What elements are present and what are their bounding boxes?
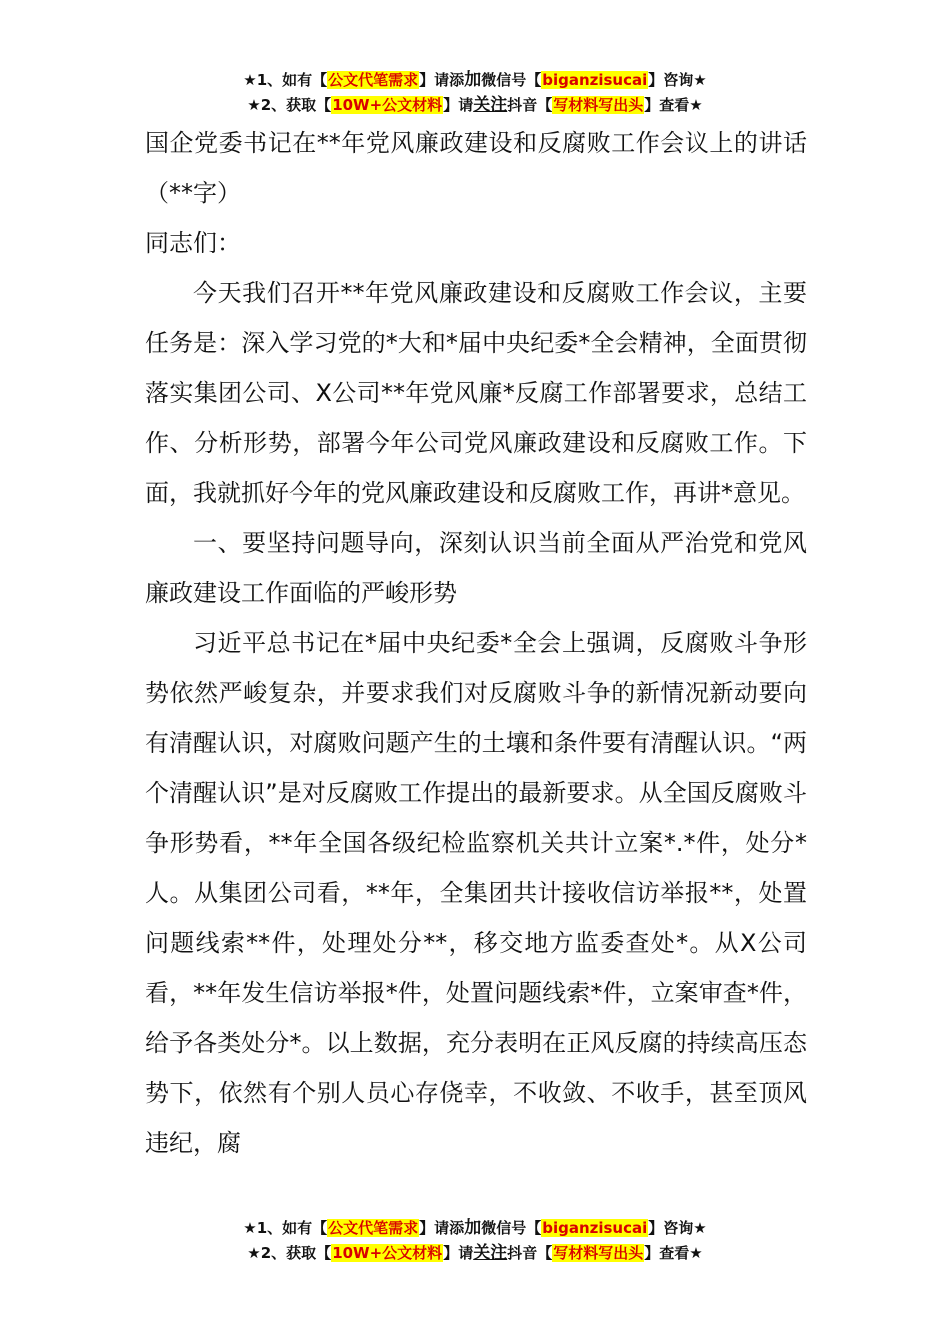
banner-text: 抖音【 [507,96,553,114]
highlight-service: 公文代笔需求 [328,1219,419,1237]
banner-text: 2、获取【 [260,1244,332,1262]
highlight-service: 公文代笔需求 [328,71,419,89]
highlight-wechat-id: biganzisucai [542,71,648,89]
star-icon: ★ [693,1219,707,1237]
banner-line-1 [0,68,950,93]
star-icon: ★ [247,96,261,114]
banner-text: 】请添 [419,71,465,89]
banner-line-2 [0,93,950,118]
star-icon: ★ [689,1244,703,1262]
banner-text: 2、获取【 [260,96,332,114]
banner-text: 1、如有【 [256,1219,328,1237]
highlight-douyin: 写材料写出头 [553,1244,644,1262]
banner-text: 】查看 [644,1244,690,1262]
header-banner [0,68,950,118]
banner-text: 抖音【 [507,1244,553,1262]
banner-text: 】请 [443,1244,474,1262]
star-icon: ★ [689,96,703,114]
banner-text: 加 [464,70,482,90]
document-title: 国企党委书记在**年党风廉政建设和反腐败工作会议上的讲话（**字） [145,129,807,207]
banner-text: 】请添 [419,1219,465,1237]
highlight-wechat-id: biganzisucai [542,1219,648,1237]
star-icon: ★ [247,1244,261,1262]
banner-text: 关注 [473,1243,508,1263]
banner-text: 1、如有【 [256,71,328,89]
banner-text: 加 [464,1218,482,1238]
star-icon: ★ [243,1219,257,1237]
footer-banner [0,1216,950,1266]
banner-text: 微信号【 [481,71,542,89]
highlight-materials: 10W+公文材料 [332,96,443,114]
section-heading: 一、要坚持问题导向，深刻认识当前全面从严治党和党风廉政建设工作面临的严峻形势 [145,529,807,607]
paragraph-intro: 今天我们召开**年党风廉政建设和反腐败工作会议，主要任务是：深入学习党的*大和*届中央纪委*全会精神，全面贯彻落实集团公司、X公司**年党风廉*反腐工作部署要求，总结工作、分析形势，部署今年公司党风廉政建设和反腐败工作。下面，我就抓好今年的党风廉政建设和反腐败工作，再讲*意见。 [145,279,807,507]
banner-text: 】请 [443,96,474,114]
banner-line-1 [0,1216,950,1241]
highlight-douyin: 写材料写出头 [553,96,644,114]
banner-text: 】咨询 [648,1219,694,1237]
salutation: 同志们： [145,229,241,257]
document-body [145,118,807,1168]
banner-text: 关注 [473,95,508,115]
paragraph-body: 习近平总书记在*届中央纪委*全会上强调，反腐败斗争形势依然严峻复杂，并要求我们对反腐败斗争的新情况新动要向有清醒认识，对腐败问题产生的土壤和条件要有清醒认识。“两个清醒认识”是对反腐败工作提出的最新要求。从全国反腐败斗争形势看，**年全国各级纪检监察机关共计立案*.*件，处分*人。从集团公司看，**年，全集团共计接收信访举报**，处置问题线索**件，处理处分**，移交地方监委查处*。从X公司看，**年发生信访举报*件，处置问题线索*件，立案审查*件，给予各类处分*。以上数据，充分表明在正风反腐的持续高压态势下，依然有个别人员心存侥幸，不收敛、不收手，甚至顶风违纪，腐 [145,629,807,1157]
banner-text: 】咨询 [648,71,694,89]
banner-text: 微信号【 [481,1219,542,1237]
star-icon: ★ [243,71,257,89]
star-icon: ★ [693,71,707,89]
banner-line-2 [0,1241,950,1266]
highlight-materials: 10W+公文材料 [332,1244,443,1262]
banner-text: 】查看 [644,96,690,114]
